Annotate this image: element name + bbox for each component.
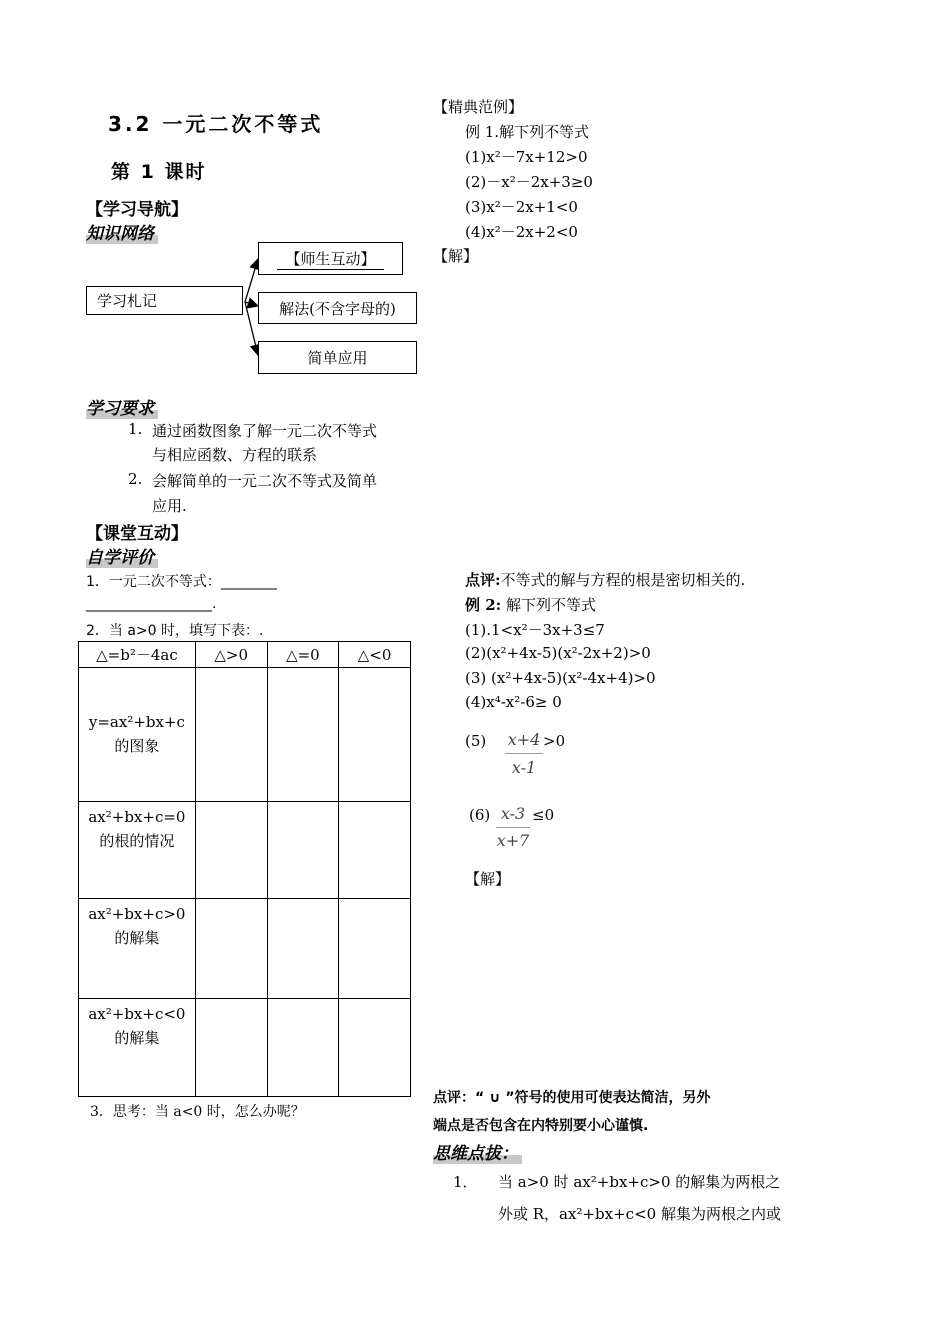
requirements-heading: 学习要求 <box>86 394 158 419</box>
example-2-item: (2)(x²+4x-5)(x²-2x+2)>0 <box>465 644 651 662</box>
table-cell <box>339 999 411 1097</box>
diagram-branch-label: 解法(不含字母的) <box>279 299 396 318</box>
fraction-5-denominator: x-1 <box>511 758 537 777</box>
fraction-6-bar <box>496 827 530 828</box>
example-2-item: (1).1<x²－3x+3≤7 <box>465 621 605 639</box>
diagram-branch-application <box>258 341 417 374</box>
fraction-6-numerator: x-3 <box>500 804 526 823</box>
comment-2-line2: 端点是否包含在内特别要小心谨慎. <box>433 1118 649 1134</box>
nav-header: 【学习导航】 <box>86 200 188 220</box>
table-header: △=b²－4ac <box>79 642 196 668</box>
discriminant-table <box>78 641 411 1097</box>
knowledge-network-heading: 知识网络 <box>86 219 158 244</box>
row-label-line2: 的解集 <box>114 929 160 947</box>
example-2-item: (3) (x²+4x-5)(x²-4x+4)>0 <box>465 669 656 687</box>
question-1-blank: __________________. <box>86 596 217 612</box>
thinking-line2: 外或 R，ax²+bx+c<0 解集为两根之内或 <box>498 1205 781 1223</box>
self-eval-heading: 自学评价 <box>86 543 158 568</box>
solution-label: 【解】 <box>433 247 479 265</box>
row-label-line1: ax²+bx+c<0 <box>88 1005 186 1023</box>
row-label-line1: ax²+bx+c=0 <box>88 808 186 826</box>
table-cell <box>195 999 267 1097</box>
requirement-1-line2: 与相应函数、方程的联系 <box>152 446 318 464</box>
example-2-label: 例 2: <box>465 596 502 614</box>
diagram-root-box <box>86 286 243 315</box>
fraction-5-bar <box>505 753 543 754</box>
requirement-1-num: 1. <box>128 420 143 438</box>
table-row <box>79 802 411 899</box>
table-cell <box>267 668 339 802</box>
thinking-line1: 当 a>0 时 ax²+bx+c>0 的解集为两根之 <box>498 1173 781 1191</box>
example-1-title: 例 1.解下列不等式 <box>465 123 590 141</box>
lesson-title: 第 1 课时 <box>111 161 207 183</box>
example-1-item: (3)x²－2x+1<0 <box>465 198 578 216</box>
table-cell <box>195 802 267 899</box>
table-row <box>79 999 411 1097</box>
table-cell <box>339 802 411 899</box>
table-cell <box>267 802 339 899</box>
requirement-2-num: 2. <box>128 470 143 488</box>
fraction-6-denominator: x+7 <box>496 831 530 850</box>
example-2-item: (4)x⁴-x²-6≥ 0 <box>465 693 562 711</box>
fraction-6-relation: ≤0 <box>532 806 555 824</box>
comment-1-label: 点评: <box>465 571 501 589</box>
table-cell <box>195 899 267 999</box>
table-cell <box>195 668 267 802</box>
examples-header: 【精典范例】 <box>433 98 524 116</box>
comment-1-text: 不等式的解与方程的根是密切相关的. <box>500 571 746 589</box>
row-label-line2: 的根的情况 <box>99 832 175 850</box>
table-header: △>0 <box>195 642 267 668</box>
question-1: 1．一元二次不等式：________ <box>86 574 277 590</box>
row-label-line1: y=ax²+bx+c <box>88 713 185 731</box>
table-cell <box>339 899 411 999</box>
table-cell <box>267 999 339 1097</box>
diagram-branch-solution <box>258 292 417 324</box>
diagram-branch-label: 简单应用 <box>307 349 368 367</box>
table-header: △=0 <box>267 642 339 668</box>
fraction-5-numerator: x+4 <box>507 730 541 749</box>
requirement-2-line2: 应用. <box>152 497 187 515</box>
comment-2-line1: 点评：“ ∪ ”符号的使用可使表达简洁，另外 <box>433 1090 711 1106</box>
example-2-title: 解下列不等式 <box>505 596 596 614</box>
diagram-branch-label: 【师生互动】 <box>277 248 383 270</box>
example-2-5-label: (5) <box>465 732 487 750</box>
row-label-line1: ax²+bx+c>0 <box>88 905 186 923</box>
requirement-2-line1: 会解简单的一元二次不等式及简单 <box>152 472 378 490</box>
requirement-1-line1: 通过函数图象了解一元二次不等式 <box>152 422 378 440</box>
example-2-6-label: (6) <box>469 806 491 824</box>
example-1-item: (1)x²－7x+12>0 <box>465 148 588 166</box>
classroom-header: 【课堂互动】 <box>86 524 188 544</box>
table-row <box>79 899 411 999</box>
row-label-line2: 的图象 <box>114 737 160 755</box>
question-3: 3．思考：当 a<0 时，怎么办呢？ <box>90 1104 305 1120</box>
thinking-heading: 思维点拔： <box>433 1139 522 1164</box>
example-2-heading <box>465 594 596 615</box>
table-cell <box>339 668 411 802</box>
example-1-item: (2)－x²－2x+3≥0 <box>465 173 593 191</box>
fraction-5-relation: >0 <box>543 732 566 750</box>
diagram-branch-interaction <box>258 242 403 275</box>
thinking-num: 1． <box>453 1173 478 1191</box>
page-title: 3.2 一元二次不等式 <box>108 112 324 136</box>
table-row <box>79 668 411 802</box>
table-header: △<0 <box>339 642 411 668</box>
question-2: 2．当 a>0 时，填写下表：. <box>86 623 264 639</box>
example-1-item: (4)x²－2x+2<0 <box>465 223 578 241</box>
solution-label-2: 【解】 <box>465 870 511 888</box>
table-cell <box>267 899 339 999</box>
row-label-line2: 的解集 <box>114 1029 160 1047</box>
diagram-root-label: 学习札记 <box>97 292 158 310</box>
comment-1 <box>465 569 745 590</box>
